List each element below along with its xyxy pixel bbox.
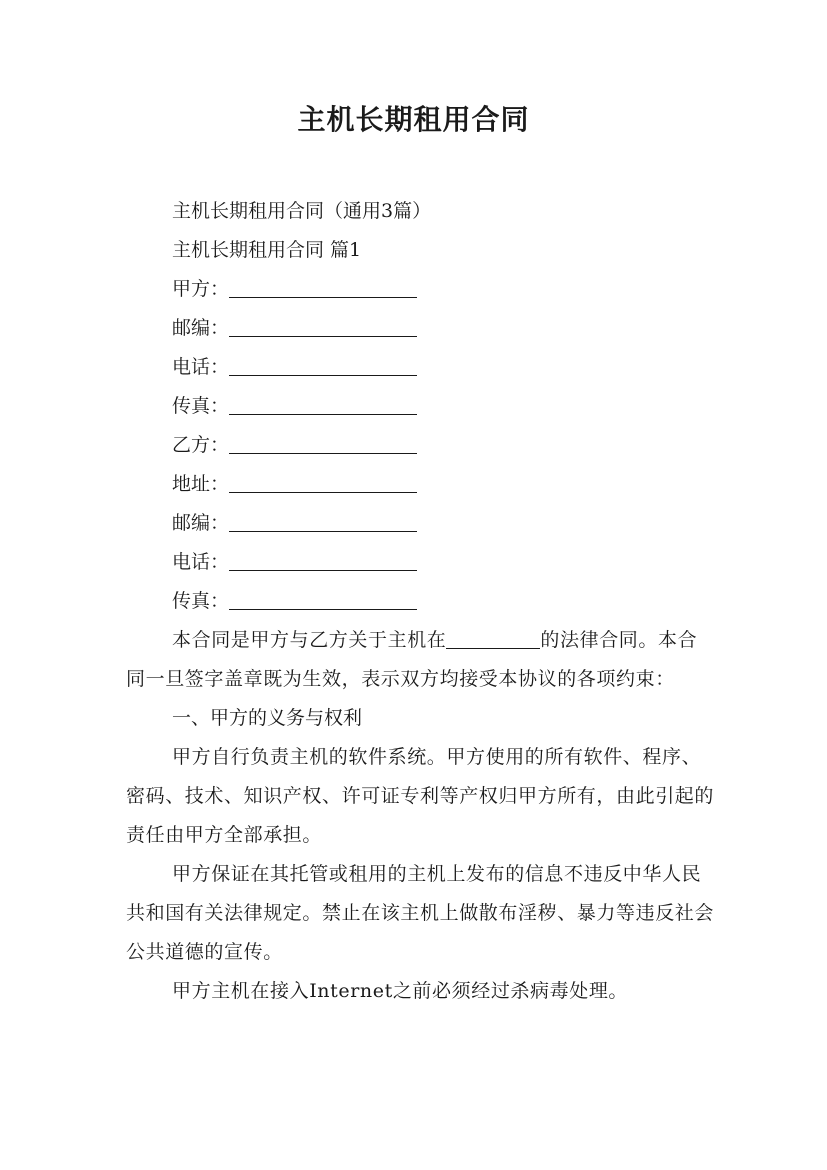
fill-blank xyxy=(446,626,540,649)
party-b-phone-field xyxy=(126,543,716,582)
field-label: 传真： xyxy=(172,395,230,417)
field-label: 电话： xyxy=(172,356,230,378)
document-title: 主机长期租用合同 xyxy=(297,103,530,136)
party-a-postcode-field xyxy=(126,309,716,348)
field-label: 邮编： xyxy=(172,317,230,339)
party-a-phone-field xyxy=(126,348,716,387)
party-b-postcode-field xyxy=(126,504,716,543)
section-heading: 主机长期租用合同 篇1 xyxy=(172,239,362,261)
field-label: 地址： xyxy=(172,473,230,495)
intro-paragraph xyxy=(126,621,716,699)
clause-heading: 一、甲方的义务与权利 xyxy=(172,707,363,729)
fill-blank xyxy=(229,431,417,454)
intro-text-start: 本合同是甲方与乙方关于主机在 xyxy=(172,629,447,651)
fill-blank xyxy=(229,353,417,376)
fill-blank xyxy=(229,314,417,337)
subtitle: 主机长期租用合同（通用3篇） xyxy=(172,200,432,222)
field-label: 传真： xyxy=(172,590,230,612)
clause-paragraph: 甲方主机在接入Internet之前必须经过杀病毒处理。 xyxy=(172,980,629,1002)
field-label: 甲方： xyxy=(172,278,230,300)
fill-blank xyxy=(229,275,417,298)
fill-blank xyxy=(229,587,417,610)
fill-blank xyxy=(229,509,417,532)
fill-blank xyxy=(229,548,417,571)
party-b-address-field xyxy=(126,465,716,504)
clause-paragraph: 甲方保证在其托管或租用的主机上发布的信息不违反中华人民共和国有关法律规定。禁止在该主机上做散布淫秽、暴力等违反社会公共道德的宣传。 xyxy=(126,863,715,963)
party-a-fax-field xyxy=(126,387,716,426)
party-a-field xyxy=(126,270,716,309)
field-label: 邮编： xyxy=(172,512,230,534)
field-label: 乙方： xyxy=(172,434,230,456)
fill-blank xyxy=(229,470,417,493)
fill-blank xyxy=(229,392,417,415)
intro-text-end: 的法律合同。本合同一旦签字盖章既为生效，表示双方均接受本协议的各项约束： xyxy=(126,629,698,690)
field-label: 电话： xyxy=(172,551,230,573)
clause-paragraph: 甲方自行负责主机的软件系统。甲方使用的所有软件、程序、密码、技术、知识产权、许可证专利等产权归甲方所有，由此引起的责任由甲方全部承担。 xyxy=(126,746,715,846)
document-body xyxy=(126,192,716,1011)
party-b-field xyxy=(126,426,716,465)
party-b-fax-field xyxy=(126,582,716,621)
